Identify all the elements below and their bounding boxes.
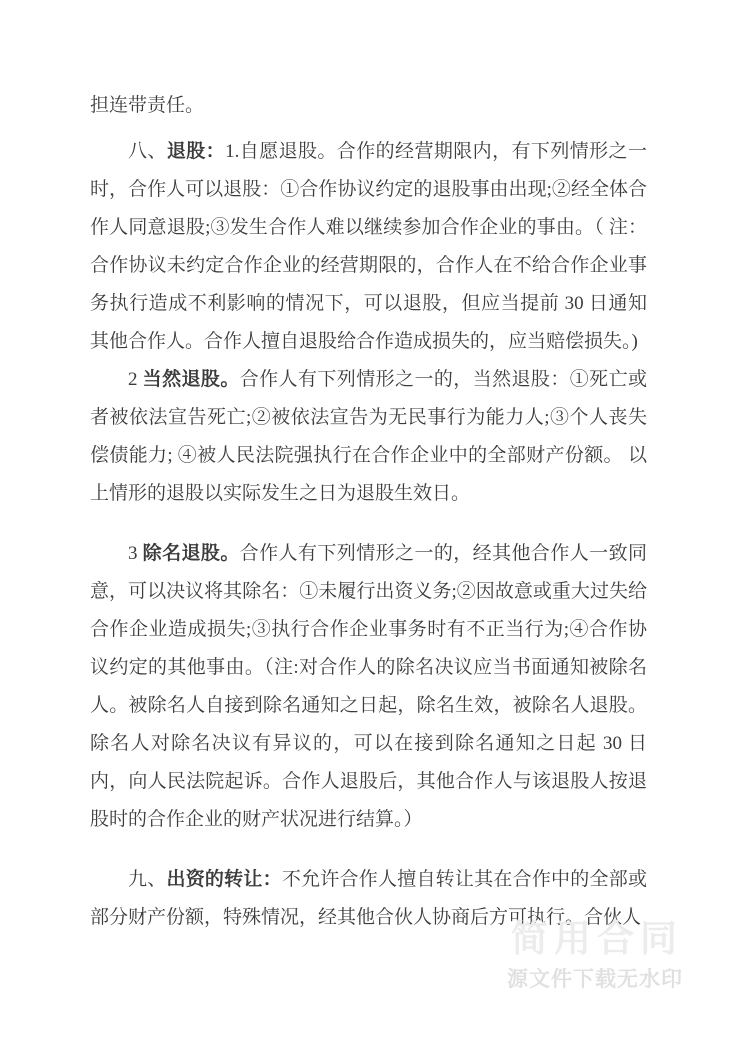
paragraph: [90, 861, 647, 937]
paragraph-text: 九、: [128, 869, 167, 890]
paragraph-heading: 除名退股。: [142, 543, 240, 564]
watermark-subtitle: 源文件下载无水印: [507, 967, 683, 991]
paragraph-heading: 退股：: [166, 141, 226, 162]
paragraph-heading: 出资的转让：: [166, 869, 282, 890]
paragraph-text: 3: [128, 543, 143, 564]
paragraph: [90, 535, 647, 839]
paragraph-text: 1.自愿退股。合作的经营期限内，有下列情形之一时，合作人可以退股：①合作协议约定的退股事由出现;②经全体合作人同意退股;③发生合作人难以继续参加合作企业的事由。（ 注：合作协议未约定合作企业的经营期限的，合作人在不给合作企业事务执行造成不利影响的情况下，可以退股，但应当提前 30 日通知其他合作人。合作人擅自退股给合作造成损失的，应当赔偿损失。): [90, 141, 647, 352]
paragraph-text: 八、: [128, 141, 167, 162]
paragraph-text: 合作人有下列情形之一的，经其他合作人一致同意，可以决议将其除名：①未履行出资义务;②因故意或重大过失给合作企业造成损失;③执行合作企业事务时有不正当行为;④合作协议约定的其他事由。（注:对合作人的除名决议应当书面通知被除名人。被除名人自接到除名通知之日起，除名生效，被除名人退股。除名人对除名决议有异议的，可以在接到除名通知之日起 30 日内，向人民法院起诉。合作人退股后，其他合作人与该退股人按退股时的合作企业的财产状况进行结算。）: [90, 543, 647, 830]
watermark-title: 简用合同: [511, 919, 683, 960]
paragraph-heading: 当然退股。: [142, 369, 240, 390]
paragraph: [90, 87, 647, 125]
paragraph-text: 担连带责任。: [90, 95, 205, 116]
paragraph: [90, 361, 647, 513]
paragraph-text: 合作人有下列情形之一的，当然退股：①死亡或者被依法宣告死亡;②被依法宣告为无民事行为能力人;③个人丧失偿债能力; ④被人民法院强执行在合作企业中的全部财产份额。 以上情形的退股以实际发生之日为退股生效日。: [90, 369, 647, 504]
document-body: [90, 87, 647, 937]
paragraph: [90, 133, 647, 361]
paragraph-text: 不允许合作人擅自转让其在合作中的全部或部分财产份额，特殊情况，经其他合伙人协商后方可执行。合伙人: [90, 869, 647, 928]
paragraph-text: 2: [128, 369, 143, 390]
